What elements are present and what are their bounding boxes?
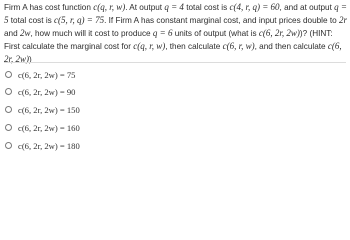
question-text (4, 1, 348, 66)
math-expr: 2r (338, 15, 347, 25)
math-expr: c(q, r, w) (133, 41, 166, 51)
question-part: units of output (what is (172, 29, 259, 38)
question-part: . If Firm A has constant marginal cost, and input prices double to (104, 16, 339, 25)
question-part: and (4, 29, 20, 38)
math-expr: q = 5 (4, 2, 347, 25)
answer-option[interactable] (5, 66, 155, 83)
answer-option[interactable] (5, 137, 155, 154)
math-expr: c(4, r, q) = 60 (229, 2, 280, 12)
option-label: c(6, 2r, 2w) = 90 (18, 86, 76, 97)
divider (4, 62, 346, 63)
radio-button[interactable] (5, 124, 12, 131)
question-part: , how much will it cost to produce (30, 29, 153, 38)
option-label: c(6, 2r, 2w) = 180 (18, 140, 80, 151)
answer-option[interactable] (5, 101, 155, 118)
question-part: , and then calculate (254, 42, 328, 51)
question-part: . At output (125, 3, 165, 12)
math-expr: c(5, r, q) = 75 (54, 15, 105, 25)
math-expr: c(6, r, w) (222, 41, 255, 51)
radio-button[interactable] (5, 71, 12, 78)
option-label: c(6, 2r, 2w) = 75 (18, 69, 76, 80)
math-expr: q = 4 (164, 2, 184, 12)
radio-button[interactable] (5, 88, 12, 95)
answer-option[interactable] (5, 83, 155, 100)
answer-option[interactable] (5, 119, 155, 136)
question-part: Firm A has cost function (4, 3, 94, 12)
question-part: )? (HINT: First calculate the marginal cost for (4, 29, 333, 51)
math-expr: c(6, 2r, 2w) (258, 28, 300, 38)
question-part: total cost is (183, 3, 230, 12)
option-label: c(6, 2r, 2w) = 160 (18, 122, 80, 133)
radio-button[interactable] (5, 106, 12, 113)
math-expr: c(6, 2r, 2w) (4, 41, 342, 64)
question-part: , and at output (279, 3, 335, 12)
math-expr: q = 6 (152, 28, 173, 38)
question-part: , then calculate (165, 42, 223, 51)
math-expr: c(q, r, w) (93, 2, 126, 12)
radio-button[interactable] (5, 142, 12, 149)
question-part: total cost is (8, 16, 55, 25)
math-expr: 2w (19, 28, 31, 38)
option-label: c(6, 2r, 2w) = 150 (18, 104, 80, 115)
question-part: ) (29, 55, 32, 64)
